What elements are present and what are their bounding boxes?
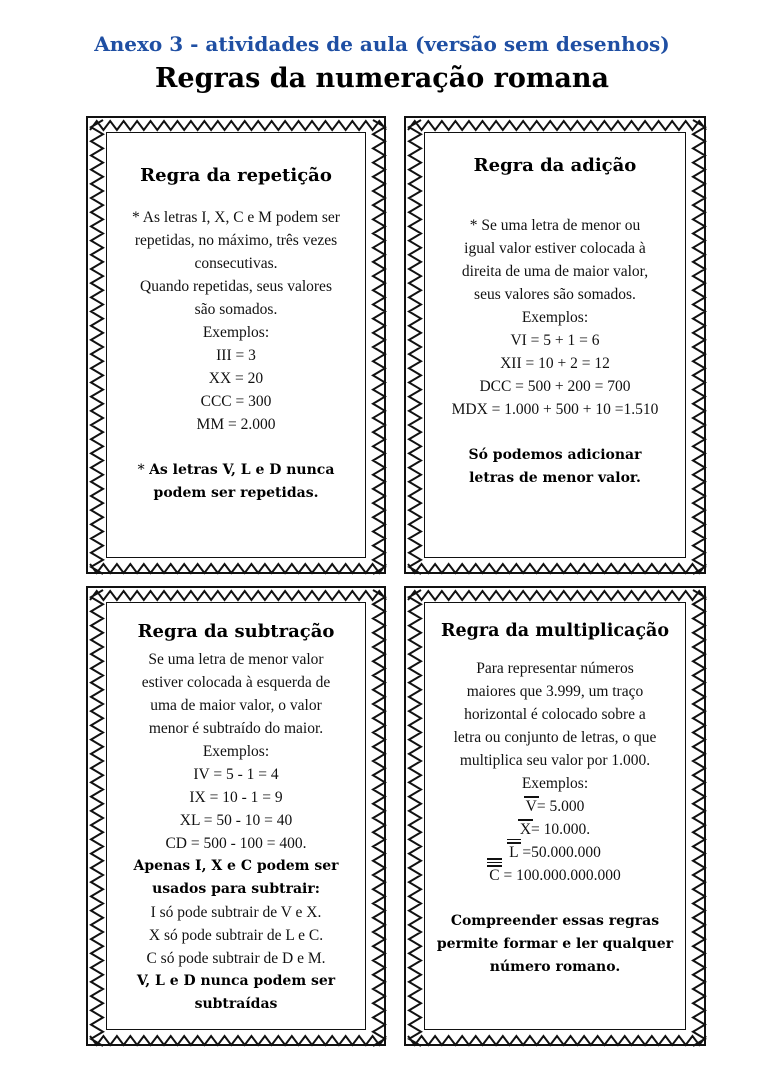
text-line: direita de uma de maior valor, bbox=[461, 263, 649, 280]
card-addition bbox=[404, 116, 706, 574]
text-line: maiores que 3.999, um traço bbox=[466, 683, 644, 700]
card-title: Regra da adição bbox=[473, 155, 637, 176]
example: XII = 10 + 2 = 12 bbox=[500, 355, 610, 372]
note-line: Apenas I, X e C podem ser bbox=[133, 858, 339, 874]
example: XL = 50 - 10 = 40 bbox=[179, 812, 293, 829]
example: IV = 5 - 1 = 4 bbox=[193, 766, 279, 783]
example: MDX = 1.000 + 500 + 10 =1.510 bbox=[451, 401, 659, 418]
rule-text bbox=[128, 206, 344, 436]
rule-note bbox=[132, 459, 341, 505]
text-line: menor é subtraído do maior. bbox=[148, 720, 324, 737]
examples-label: Exemplos: bbox=[202, 324, 270, 341]
card-title: Regra da subtração bbox=[137, 621, 335, 642]
example: IX = 10 - 1 = 9 bbox=[189, 789, 283, 806]
text-line: C só pode subtrair de D e M. bbox=[146, 950, 326, 967]
example: III = 3 bbox=[216, 347, 256, 364]
text-line: consecutivas. bbox=[194, 255, 278, 272]
card-subtraction bbox=[86, 586, 386, 1046]
rule-note bbox=[127, 855, 344, 901]
example: X= 10.000. bbox=[454, 818, 657, 841]
vinculum-numeral: V bbox=[525, 798, 537, 815]
text-line: uma de maior valor, o valor bbox=[150, 697, 322, 714]
example: C = 100.000.000.000 bbox=[454, 864, 657, 887]
text-line: * Se uma letra de menor ou bbox=[469, 217, 641, 234]
card-title: Regra da multiplicação bbox=[440, 621, 670, 641]
text-line: seus valores são somados. bbox=[474, 286, 636, 303]
rule-text bbox=[448, 214, 663, 421]
note-line: V, L e D nunca podem ser bbox=[136, 973, 336, 989]
example: XX = 20 bbox=[208, 370, 264, 387]
note-line: número romano. bbox=[489, 959, 621, 975]
card-subtraction-content bbox=[106, 602, 366, 1030]
card-title: Regra da repetição bbox=[140, 165, 332, 186]
vinculum-numeral: L bbox=[509, 841, 518, 864]
vinculum-numeral: X bbox=[519, 821, 532, 838]
text-line: I só pode subtrair de V e X. bbox=[150, 904, 322, 921]
example: CCC = 300 bbox=[200, 393, 272, 410]
example: VI = 5 + 1 = 6 bbox=[510, 332, 600, 349]
vinculum-bar bbox=[487, 865, 501, 867]
vinculum-bar bbox=[518, 819, 533, 821]
card-repetition bbox=[86, 116, 386, 574]
card-multiplication-content bbox=[424, 602, 686, 1030]
example: V= 5.000 bbox=[454, 795, 657, 818]
rule-text bbox=[142, 901, 329, 970]
example: DCC = 500 + 200 = 700 bbox=[479, 378, 631, 395]
vinculum-numeral: C bbox=[489, 864, 499, 887]
vinculum-bar bbox=[487, 858, 501, 860]
page-title: Regras da numeração romana bbox=[154, 63, 610, 94]
text-line: Se uma letra de menor valor bbox=[148, 651, 324, 668]
rule-text bbox=[138, 648, 334, 855]
rule-note bbox=[431, 910, 679, 979]
text-line: repetidas, no máximo, três vezes bbox=[134, 232, 338, 249]
text-line: horizontal é colocado sobre a bbox=[464, 706, 646, 723]
text-line: são somados. bbox=[194, 301, 278, 318]
note-line: usados para subtrair: bbox=[152, 881, 320, 897]
rule-note bbox=[462, 444, 647, 490]
card-multiplication bbox=[404, 586, 706, 1046]
example: CD = 500 - 100 = 400. bbox=[165, 835, 307, 852]
note-line: * As letras V, L e D nunca bbox=[137, 462, 335, 478]
note-line: letras de menor valor. bbox=[469, 470, 641, 486]
text-line: Para representar números bbox=[476, 660, 634, 677]
card-repetition-content bbox=[106, 132, 366, 558]
vinculum-bar bbox=[507, 839, 520, 841]
text-line: estiver colocada à esquerda de bbox=[141, 674, 331, 691]
examples-label: Exemplos: bbox=[521, 309, 589, 326]
text-line: letra ou conjunto de letras, o que bbox=[453, 729, 657, 746]
example: MM = 2.000 bbox=[196, 416, 276, 433]
rule-text bbox=[450, 657, 661, 887]
examples-label: Exemplos: bbox=[521, 775, 589, 792]
vinculum-bar bbox=[487, 862, 501, 864]
annex-heading: Anexo 3 - atividades de aula (versão sem desenhos) bbox=[94, 32, 670, 56]
text-line: * As letras I, X, C e M podem ser bbox=[132, 209, 340, 226]
vinculum-bar bbox=[507, 842, 520, 844]
text-line: multiplica seu valor por 1.000. bbox=[459, 752, 651, 769]
note-line: Compreender essas regras bbox=[450, 913, 660, 929]
rule-note bbox=[131, 970, 341, 1016]
example: L =50.000.000 bbox=[454, 841, 657, 864]
vinculum-bar bbox=[524, 796, 539, 798]
card-addition-content bbox=[424, 132, 686, 558]
note-line: subtraídas bbox=[194, 996, 278, 1012]
note-line: podem ser repetidas. bbox=[153, 485, 319, 501]
text-line: igual valor estiver colocada à bbox=[464, 240, 646, 257]
note-line: permite formar e ler qualquer bbox=[436, 936, 674, 952]
examples-label: Exemplos: bbox=[202, 743, 270, 760]
note-line: Só podemos adicionar bbox=[468, 447, 642, 463]
text-line: X só pode subtrair de L e C. bbox=[148, 927, 324, 944]
text-line: Quando repetidas, seus valores bbox=[140, 278, 332, 295]
